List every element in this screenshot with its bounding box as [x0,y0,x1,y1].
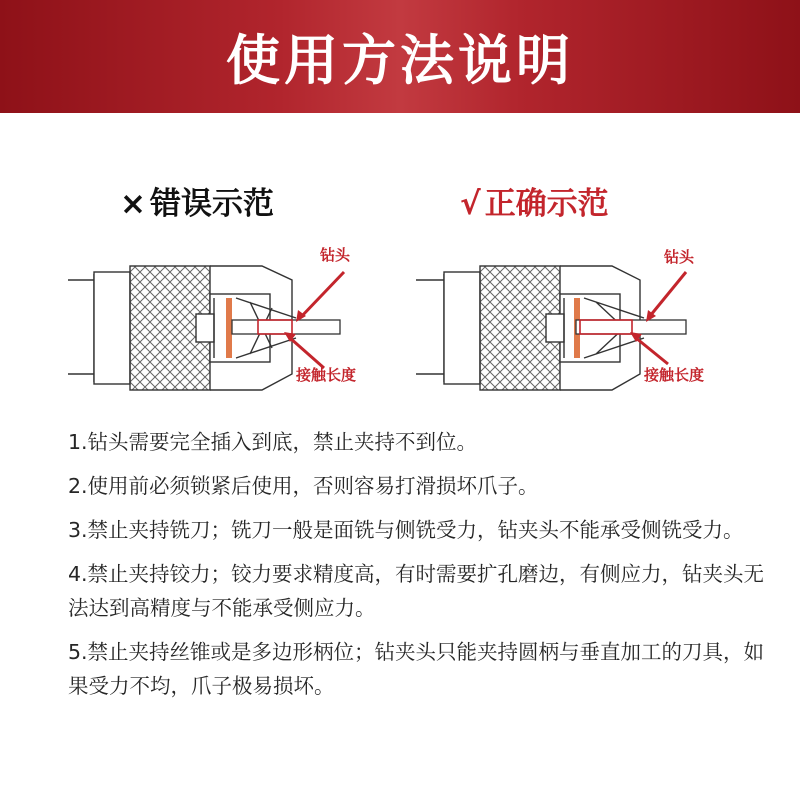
right-example-diagram [400,232,800,392]
drill-chuck-illustration-right [400,232,800,392]
bit-arrow [650,272,686,316]
wrong-example-text: 错误示范 [149,186,274,222]
wrong-example-diagram [0,232,400,392]
note-item: 3.禁止夹持铣刀；铣刀一般是面铣与侧铣受力，钻夹头不能承受侧铣受力。 [68,518,744,542]
drill-bit [576,320,686,334]
note-item: 5.禁止夹持丝锥或是多边形柄位；钻夹头只能夹持圆柄与垂直加工的刀具，如果受力不均，爪子极易损坏。 [68,640,765,698]
contact-length-callout: 接触长度 [296,366,357,384]
drill-bit-callout: 钻头 [320,246,351,264]
contact-arrow [636,338,668,364]
note-item: 1.钻头需要完全插入到底，禁止夹持不到位。 [68,430,478,454]
right-example-label [460,178,609,223]
cross-icon: × [120,186,146,222]
usage-notes-list [68,425,768,713]
note-item: 2.使用前必须锁紧后使用，否则容易打滑损坏爪子。 [68,474,539,498]
right-example-text: 正确示范 [484,186,609,222]
bit-arrow [300,272,344,318]
drill-bit [232,320,340,334]
title-banner [0,0,800,113]
note-item: 4.禁止夹持铰力；铰力要求精度高，有时需要扩孔磨边，有侧应力，钻夹头无法达到高精度与不能承受侧应力。 [68,562,765,620]
contact-length-callout: 接触长度 [644,366,705,384]
jaw-contact-strip [226,298,232,358]
wrong-example-label [120,178,274,223]
check-icon: √ [460,186,481,222]
page-title: 使用方法说明 [226,29,574,92]
drill-bit-callout: 钻头 [664,248,695,266]
